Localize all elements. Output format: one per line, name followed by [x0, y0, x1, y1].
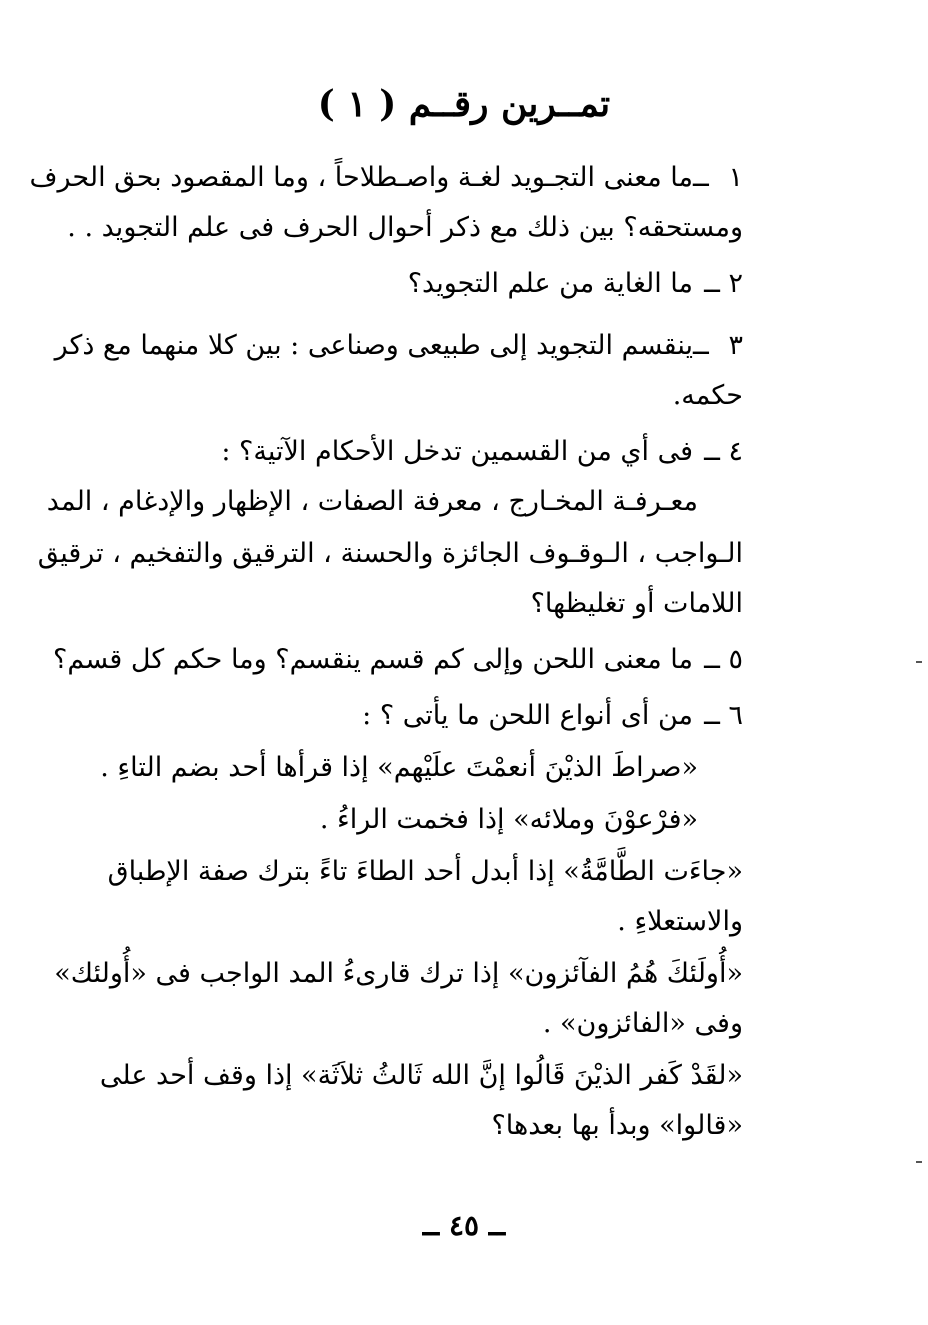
question-6-number: ٦ ــ: [704, 700, 743, 731]
question-6-example-text-3: «جاءَت الطَّامَّةُ» إذا أبدل أحد الطاءَ تاءً بترك صفة الإطباق: [107, 856, 743, 887]
question-1-line-2: [67, 208, 743, 248]
margin-mark: [916, 661, 922, 663]
question-3-text-1: ينقسم التجويد إلى طبيعى وصناعى : بين كلا منهما مع ذكر: [54, 330, 693, 361]
question-6-example-text-6: وفى «الفائزون» .: [542, 1008, 743, 1039]
question-6-example-7: [99, 1056, 743, 1096]
question-1-text-2: ومستحقه؟ بين ذلك مع ذكر أحوال الحرف فى علم التجويد . .: [67, 212, 743, 243]
question-6-example-6: [103, 1004, 743, 1044]
question-1-line-1: [29, 158, 743, 198]
question-4-number: ٤ ــ: [704, 436, 743, 467]
question-6-example-text-1: «صراطَ الذيْنَ أنعمْتَ علَيْهم» إذا قرأها أحد بضم التاءِ .: [100, 752, 698, 783]
question-2-line-1: [103, 264, 743, 304]
question-4-detail-3: [103, 584, 743, 624]
question-1-text-1: ما معنى التجـويد لغـة واصـطلاحاً ، وما المقصود بحق الحرف: [29, 162, 693, 193]
question-4-detail-2: [37, 534, 743, 574]
question-6-example-text-5: «أُولَئكَ هُمُ الفآئزون» إذا ترك قارىءُ المد الواجب فى «أُولئك»: [54, 958, 743, 989]
question-6-example-8: [103, 1106, 743, 1146]
question-6-text-1: من أى أنواع اللحن ما يأتى ؟ :: [362, 700, 693, 731]
question-6-example-text-2: «فرْعوْنَ وملائه» إذا فخمت الراءُ .: [319, 804, 698, 835]
question-4-line-1: [103, 432, 743, 472]
question-4-detail-text-3: اللامات أو تغليظها؟: [530, 588, 743, 619]
question-6-example-text-7: «لقَدْ كَفر الذيْنَ قَالُوا إنَّ الله ثَالثُ ثلاَثَة» إذا وقف أحد على: [99, 1060, 743, 1091]
question-4-detail-text-1: معـرفـة المخـارج ، معرفة الصفات ، الإظهار والإدغام ، المد: [46, 486, 698, 517]
question-6-example-3: [107, 852, 743, 892]
question-3-line-2: [103, 376, 743, 416]
question-6-example-text-4: والاستعلاءِ .: [617, 906, 743, 937]
page-title: تمــرين رقــم ( ١ ): [317, 83, 611, 125]
question-6-example-4: [103, 902, 743, 942]
page-number: ــ ٤٥ ــ: [422, 1209, 506, 1242]
question-4-detail-text-2: الـواجب ، الـوقـوف الجائزة والحسنة ، الترقيق والتفخيم ، ترقيق: [37, 538, 743, 569]
question-6-example-5: [54, 954, 743, 994]
question-6-example-text-8: «قالوا» وبدأ بها بعدها؟: [491, 1110, 743, 1141]
question-3-line-1: [54, 326, 743, 366]
question-1-number: ١ ــ: [693, 162, 743, 193]
question-3-number: ٣ ــ: [693, 330, 743, 361]
question-5-text-1: ما معنى اللحن وإلى كم قسم ينقسم؟ وما حكم كل قسم؟: [53, 644, 693, 675]
question-4-text-1: فى أي من القسمين تدخل الأحكام الآتية؟ :: [221, 436, 693, 467]
question-3-text-2: حكمه.: [672, 380, 743, 411]
question-4-detail-1: [46, 482, 698, 522]
question-2-text-1: ما الغاية من علم التجويد؟: [407, 268, 693, 299]
margin-mark: [916, 1161, 922, 1163]
question-5-number: ٥ ــ: [704, 644, 743, 675]
question-5-line-1: [53, 640, 743, 680]
question-6-example-2: [58, 800, 698, 840]
question-6-line-1: [103, 696, 743, 736]
question-6-example-1: [58, 748, 698, 788]
question-2-number: ٢ ــ: [704, 268, 743, 299]
